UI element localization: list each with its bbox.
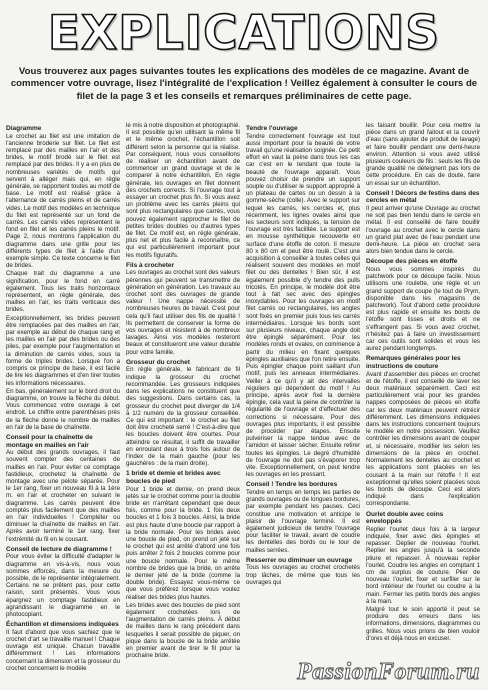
body-paragraph: les faisant bouillir. Pour cela mettre la pièce dans un grand faitout et la couvrir d'eau (sans ajouter de produit de lavage) et faire bouillir pendant une demi-heure environ. Attention si vous avez utilisé plusieurs couleurs de fils : seuls les fils de grande qualité ne déteignent pas lors de cette procédure. En cas de doute, faire un essai sur un échantillon.	[366, 122, 480, 187]
text-column	[126, 122, 240, 684]
body-paragraph: Chaque trait du diagramme a une signification, pour le fond en carré également. Tous les traits horizontaux représentent, en règle générale, des mailles en l'air, les traits verticaux des brides.	[6, 270, 120, 314]
text-columns	[6, 122, 480, 684]
body-paragraph: Il peut arriver qu'une Ouvrage au crochet ne soit pas bien tendu dans le cercle en métal. Il est conseillé de faire bouillir l'ouvrage au crochet avec le cercle dans un grand plat avec de l'eau pendant une demi-heure. La pièce en crochet sera alors bien tendue dans le cercle.	[366, 205, 480, 256]
page-title: EXPLICATIONS	[47, 6, 441, 61]
body-paragraph: Au début des grands ouvrages, il faut souvent compter des centaines de mailles en l'air. Pour éviter ce comptage fastidieux, crochetez la chaînette de montage avec une pelote séparée. Pour le 1er rang, fixer un nouveau fil à la 1ère m. en l'air et crocheter en suivant le diagramme. Les carrés peuvent être comptés plus facilement que des mailles en l'air individuelles ! Compléter ou diminuer la chaînette de mailles en l'air. Après avoir terminé le 1er rang, fixer l'extrémité du fil en le cousant.	[6, 449, 120, 543]
section-heading: Grosseur du crochet	[126, 358, 190, 366]
body-paragraph: Exceptionnellement, les brides peuvent être remplacées par des mailles en l'air, par exemple au début de chaque rang et les mailles en l'air par des brides ou des piles, par exemple pour l'augmentation et la diminution de carrés vides, sous la forme de triples brides. Lorsque l'on a compris ce principe de base, il est facile de lire les diagrammes et d'en tirer toutes les informations nécessaires.	[6, 314, 120, 387]
text-column	[6, 122, 120, 684]
body-paragraph: Avant d'assembler des pièces en crochet et de l'étoffe, il est conseillé de laver les deux matériaux séparément. Ceci est particulièrement vrai pour les grandes nappes composées de pièces en étoffe car les deux matériaux peuvent rétrécir différemment. Les dimensions indiquées dans les instructions concernent toujours le modèle en notre possession. Veuillez contrôler les dimensions avant de couper et, si nécessaire, modifier les selon les dimensions de la pièce en crochet. Normalement les dentelles au crochet et les applications sont placées en les cousant à la main sur l'étoffe ! Il est exceptionnel qu'elles soient placées sous les bords de découpe. Ceci est alors indiqué dans l'explication correspondante.	[366, 370, 480, 508]
section-heading: Échantillon et dimensions indiquées	[6, 621, 119, 629]
section-heading: Conseil ! Décors de festins dans des cercles en métal	[366, 189, 480, 205]
section-heading: Remarques générales pour les instructions de couture	[366, 355, 461, 371]
section-heading: Ourlet double avec coins enveloppés	[366, 510, 444, 526]
intro-paragraph: Vous trouverez aux pages suivantes toutes les explications des modèles de ce magazine. Avant de commencer votre ouvrage, lisez l'intégralité de l'explication ! Veillez également à consulter le cours de filet de la page 3 et les conseils et remarques préliminaires de cette page.	[10, 66, 478, 102]
text-column	[246, 122, 360, 684]
body-paragraph: Malgré tout le soin apporté il peut se produire des erreurs dans les informations, dimensions, diagrammes ou grilles. Nous vous prions de bien vouloir d'ores et déjà nous en excuser.	[366, 605, 480, 642]
section-heading: Conseil ! Tendre les bordures	[246, 481, 338, 489]
section-heading: 1 bride et demie et brides avec boucles de pied	[126, 470, 221, 485]
section-heading: Tendre l'ouvrage	[246, 125, 298, 132]
body-paragraph: Tendre correctement l'ouvrage est tout aussi important pour la beauté de votre travail qu'une réalisation soignée. Ce petit effort en vaut la peine dans tous les cas car c'est en le tendant que toute la beauté de l'ouvrage apparaît. Vous pouvez choisir de prendre un support souple ou d'utiliser le support approprié à un plateau de cartes ou un dessin à la gomme-sèche (colle). Avec le support sur lequel les carrés, les cercles et, plus récemment, les lignes ovales ainsi que les secteurs sont indiqués, la tension de l'ouvrage est très facilitée. Le support est en mousse synthétique recouverte en surface d'une étoffe de coton. Il mesure 80 x 80 cm et peut être roulé. C'est une acquisition à conseiller à toutes celles qui réalisent souvent des modèles en motif filet ou des dentelles ! Bien sûr, il est également possible d'y tendre des pulls tricotés. En principe, le modèle doit être tout à fait sec avec des épingles inoxydables. Pour les ouvrages en motif filet carrés ou rectangulaires, les angles sont fixés en premier puis tous les carrés intermédiaires. Lorsque les bords sont sur plusieurs niveaux, chaque angle doit être épinglé séparément. Pour les modèles ronds et ovales, on commence à partir du milieu en fixant quelques épingles auxiliaires que l'on retire ensuite. Puis épingler chaque point saillant d'un motif, puis les anneaux intermédiaires. Veiller à ce qu'il y ait des intervalles réguliers qui dépendent du motif ! Au principe, après avoir fixé la dernière épingle, cela vaut la peine de contrôler la régularité de l'ouvrage et d'effectuer des corrections si nécessaire. Pour des ouvrages plus importants, il est possible de procéder par étapes. Ensuite pulvériser la nappe tendue avec de l'amidon et laisser sécher. Ensuite retirer toutes les épingles. Le degré d'humidité de l'ouvrage ne doit pas s'évaporer trop vite. Exceptionnellement, on peut tendre les ouvrages en les pressant.	[246, 132, 360, 479]
body-paragraph: Tendre en temps en temps les parties de grands ouvrages ou de longues bordures, par exemple pendant les pauses. Ceci constitue une motivation et anticipe le plaisir de l'ouvrage terminé. Il est également judicieux de tendre l'ouvrage pour faciliter le travail, avant de coudre les dentelles des bords ou le tour de mailles serrées.	[246, 488, 360, 554]
body-paragraph: Nous vous sommes inspirés du patchwork pour ce découpe facile. Nous utilisons une roulette, une règle et un grand support de coupe (le tout de Prym, disponible dans les magasins de patchwork). Tout d'abord cette procédure est plus rapide et ensuite les bords de l'étoffe sont lisses et droits et ne s'effrangent pas. Si vous avez crochet, n'hésitez pas à faire un investissement car ces outils sont solides et vous les aurez pendant longtemps.	[366, 266, 480, 353]
section-heading: Découpe des pièces en étoffe	[366, 258, 458, 266]
watermark: PassionForum.ru	[297, 659, 480, 685]
section-heading: Diagramme	[6, 125, 42, 132]
body-paragraph: En bas, généralement sur le bord droit du diagramme, on trouve la flèche du début. Vous commencez votre ouvrage à cet endroit. Le chiffre entre parenthèses près de la flèche donne le nombre de mailles en l'air de la base de chaînette.	[6, 387, 120, 431]
body-paragraph: Pour 1 bride et demie, on prend deux jetés sur le crochet comme pour la double bride en n'arrêtant cependant que deux fois, comme pour la bride. 1 fois deux boucles et 1 fois 3 boucles. Ainsi, la bride est plus haute d'une boucle par rapport à la bride normale. Pour les brides avec une boucle de pied, on prend un jeté sur le crochet qui est arrêté d'abord une fois puis arrêter 2 fois 2 boucles comme pour une boucle normale. Pour le même nombre de brides que la bride, on arrête le dernier jeté de la bride (comme la double bride). Essayez vous-même ce que vous préférez lorsque vous voulez réaliser des brides plus hautes.	[126, 485, 240, 601]
body-paragraph: le mis à notre disposition et photographié. Il est possible qu'en utilisant la même fil et le même crochet, l'échantillon soit différent selon la personne qui la réalise. Par conséquent, nous vous conseillons de réaliser un échantillon avant de commencer un grand ouvrage et de le comparer à notre échantillon. En règle générale, les ouvrages en filet donnent des crochets corrects. Si l'ouvrage tout à essayer un crochet plus fin. Si vous avez un problème avec les carrés pleins qui sont plus rectangulaires que carrés, vous pouvez également rapprocher le filet de petites brides doubles ou d'autres types de filet. Ce motif est, en règle générale, plus net et plus facile à reconnaître, ce qui est particulièrement important pour les motifs figuratifs.	[126, 122, 240, 259]
section-heading: Conseil de lecture de diagramme !	[6, 545, 112, 553]
section-heading: Fils à crocheter	[126, 261, 175, 269]
body-paragraph: Tous les ouvrages au crochet crochetés trop lâches, de même que tous les ouvrages qui	[246, 564, 360, 586]
section-heading: Resserrer ou diminuer un ouvrage	[246, 556, 353, 564]
section-heading: Conseil pour la chaînette de montage en mailles en l'air	[6, 433, 93, 449]
text-column	[366, 122, 480, 684]
body-paragraph: Replier l'ourlet deux fois à la largeur indiquée, fixer avec des épingles et repasser. Déplier de nouveau l'ourlet. Replier les angles jusqu'à la seconde pliure et repasser. À nouveau replier l'ourlet. Coudre les angles en comptant 1 cm de surplus de couture. Plier de nouveau l'ourlet, fixer et surfiler sur le bord intérieur de l'ourlet ou coudre à la main. Fermer les petits bords des angles à la main.	[366, 525, 480, 605]
body-paragraph: Les ouvrages au crochet sont des valeurs pérennes qui peuvent se transmettre de génération en génération. Les travaux au crochet sont des ouvrages de grande valeur ! Une nappe nécessite de nombreuses heures de travail. C'est pour cela qu'il faut utiliser des fils de qualité ! Ils permettent de conserver la forme de vos ouvrages et résistent à de nombreux lavages. Ainsi vos modèles resteront beaux et constitueront une valeur durable pour votre famille.	[126, 269, 240, 356]
body-paragraph: En règle générale, le fabricant de fil indique la grosseur du crochet recommandée. Les grosseurs indiquées dans les explications ne constituent que des suggestions. Dans certains cas, la grosseur du crochet peut diverger de 1/4 à 1/2 numéro de la grosseur conseillée. Ce qui est important : le crochet au filet doit être crocheté serré ! C'est-à-dire que les boucles doivent être courtes. Pour atteindre ce résultat, il suffit de travailler en enroulant deux à trois fois autour de l'index de la main gauche (pour les gauchères : de la main droite).	[126, 366, 240, 468]
body-paragraph: Les brides avec des boucles de pied sont également crochetées lors de l'augmentation de carrés pleins. À début de mailles dans le rang précédent dans lesquelles il serait possible de piquer, on pique dans la boucle de la bride arrêtée en premier avant de tirer le fil pour la prochaine bride.	[126, 601, 240, 660]
body-paragraph: Pour vous éviter la difficulté d'adapter le diagramme en vis-à-vis, nous vous sommes efforcés, dans la mesure du possible, de le représenter intégralement. Certains ne se prêtent pas, pour cette raison, sont présentés. Vous vous épargnez un comptage fastidieux en agrandissant le diagramme en le photocopiant.	[6, 553, 120, 618]
body-paragraph: Il faut d'abord que vous sachiez que le crochet d'art se travaille manuel ! Chaque ouvrage est unique. Chacun travaille différemment ! Les informations concernant la dimension et la grosseur du crochet concernent le modèle	[6, 628, 120, 672]
body-paragraph: Le crochet au filet est une imitation de l'ancienne broderie sur filet. Le filet est remplacé par des mailles en l'air et des brides, le motif brodé sur le filet est remplacé par des brides. Il y a en plus de nombreuses variétés de motifs qui servent à alléger mais qui, en règle générale, se rapportent toutes au motif de base. Le motif est réalisé grâce à l'alternance de carrés pleins et de carrés vides. Le motif des modèles en technique du filet est représenté sur un fond de carrés. Les carrés vides représentent le fond en filet et les carrés pleins le motif. Page 2, nous montrons l'application du diagramme dans une grille pour les différents types de filet à l'aide d'un exemple simple. Ce texte concerne le filet de brides.	[6, 132, 120, 270]
